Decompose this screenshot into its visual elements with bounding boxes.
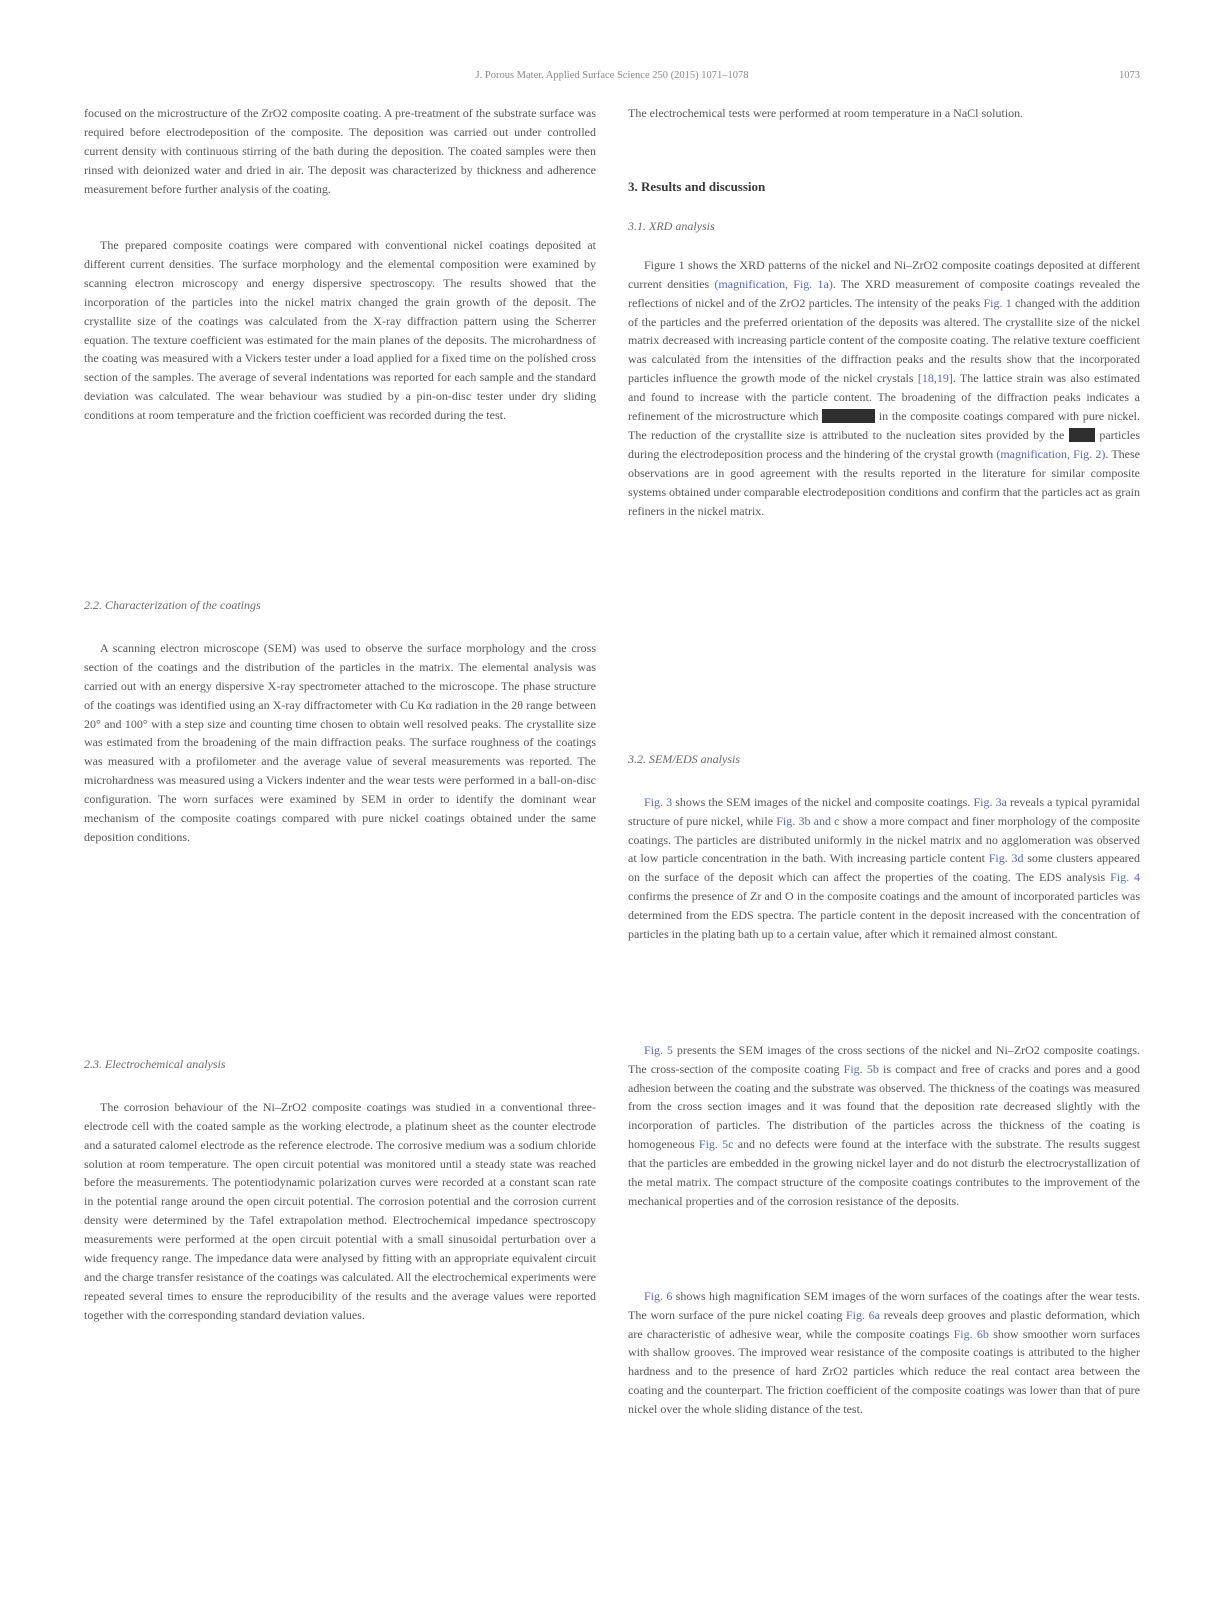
highlighted-text: ZrO2 — [1068, 427, 1095, 442]
section-heading: 3. Results and discussion — [628, 179, 766, 194]
figure-link[interactable]: Fig. 3 — [644, 794, 673, 809]
text-run: changed with the addition of the particles and the preferred orientation of the deposits was altered. The crystallite size of the nickel matrix decreased with increasing particle content of the composite coating. The relative texture coefficient was calculated from the intensities of the diffraction peaks and the results show that the incorporated particles influence the growth mode of the nickel crystals — [628, 295, 1140, 386]
text-run: shows high magnification SEM images of the worn surfaces of the coatings after the wear tests. The worn surface of the pure nickel coating — [628, 1288, 1140, 1322]
figure-link[interactable]: (magnification, Fig. 1a) — [714, 276, 833, 291]
page-number: 1073 — [1119, 70, 1140, 81]
figure-link[interactable]: Fig. 5b — [843, 1061, 879, 1076]
text-run: presents the SEM images of the cross sections of the nickel and Ni–ZrO2 composite coatings. The cross-section of the composite coating — [628, 1042, 1140, 1076]
text-run: Figure 1 shows the XRD patterns of the nickel and Ni–ZrO2 composite coatings deposited at different current densities — [628, 257, 1140, 291]
text-run: . The XRD measurement of composite coatings revealed the reflections of nickel and of the ZrO2 particles. The intensity of the peaks — [628, 276, 1140, 310]
paragraph: The electrochemical tests were performed at room temperature in a NaCl solution. — [628, 106, 1024, 120]
text-run: particles during the electrodeposition process and the hindering of the crystal growth — [628, 427, 1140, 461]
text-run: confirms the presence of Zr and O in the composite coatings and the amount of incorporated particles was determined from the EDS spectra. The particle content in the deposit increased with the concentration of particles in the plating bath up to a certain value, after which it remained almost constant. — [628, 889, 1140, 942]
reference-link[interactable]: [18,19] — [917, 371, 953, 386]
paragraph: The corrosion behaviour of the Ni–ZrO2 composite coatings was studied in a conventional three-electrode cell with the coated sample as the working electrode, a platinum sheet as the counter electrode and a saturated calomel electrode as the reference electrode. The corrosive medium was a sodium chloride solution at room temperature. The open circuit potential was monitored until a steady state was reached before the measurements. The potentiodynamic polarization curves were recorded at a constant scan rate in the potential range around the open circuit potential. The corrosion potential and the corrosion current density were determined by the Tafel extrapolation method. Electrochemical impedance spectroscopy measurements were performed at the open circuit potential with a small sinusoidal perturbation over a wide frequency range. The impedance data were analysed by fitting with an appropriate equivalent circuit and the charge transfer resistance of the coatings was calculated. All the electrochemical experiments were repeated several times to ensure the reproducibility of the results and the average values were reported together with the corresponding standard deviation values. — [84, 1099, 596, 1322]
figure-link[interactable]: (magnification, Fig. 2) — [996, 446, 1106, 461]
text-run: . The lattice strain was also estimated and found to increase with the particle content. The broadening of the diffraction peaks indicates a refinement of the microstructure which — [628, 371, 1140, 424]
text-run: show a more compact and finer morphology of the composite coatings. The particles are distributed uniformly in the nickel matrix and no agglomeration was observed at low particle concentration in the bath. With increasing particle content — [628, 813, 1140, 866]
paragraph: The prepared composite coatings were compared with conventional nickel coatings deposited at different current densities. The surface morphology and the elemental composition were examined by scanning electron microscopy and energy dispersive spectroscopy. The results showed that the incorporation of the particles into the nickel matrix changed the grain growth of the deposit. The crystallite size of the coatings was calculated from the X-ray diffraction pattern using the Scherrer equation. The texture coefficient was estimated for the main planes of the deposits. The microhardness of the coating was measured with a Vickers tester under a load applied for a fixed time on the polished cross section of the samples. The average of several indentations was reported for each sample and the standard deviation was calculated. The wear behaviour was studied by a pin-on-disc tester under dry sliding conditions at room temperature and the friction coefficient was recorded during the test. — [84, 238, 596, 423]
text-run: . These observations are in good agreement with the results reported in the literature for similar composite systems obtained under comparable electrodeposition conditions and confirm that the particles act as grain refiners in the nickel matrix. — [628, 446, 1140, 518]
figure-link[interactable]: Fig. 5c — [698, 1137, 734, 1152]
paragraph — [628, 1287, 1140, 1492]
text-run: some clusters appeared on the surface of the deposit which can affect the properties of the coating. The EDS analysis — [628, 851, 1140, 885]
figure-link[interactable]: Fig. 4 — [1110, 870, 1140, 885]
running-head — [84, 70, 1140, 86]
figure-link[interactable]: Fig. 6a — [846, 1307, 881, 1322]
text-run: shows the SEM images of the nickel and composite coatings. — [672, 794, 974, 809]
figure-link[interactable]: Fig. 6b — [953, 1326, 989, 1341]
text-run: reveals deep grooves and plastic deformation, which are characteristic of adhesive wear, while the composite coatings — [628, 1307, 1140, 1341]
subsection-heading: 2.3. Electrochemical analysis — [84, 1056, 226, 1071]
figure-link[interactable]: Fig. 5 — [644, 1042, 673, 1057]
journal-citation: J. Porous Mater. Applied Surface Science 250 (2015) 1071–1078 — [475, 70, 749, 81]
text-run: reveals a typical pyramidal structure of pure nickel, while — [628, 794, 1140, 828]
paragraph: focused on the microstructure of the ZrO2 composite coating. A pre-treatment of the substrate surface was required before electrodeposition of the composite. The deposition was carried out under controlled current density with continuous stirring of the bath during the deposition. The coated samples were then rinsed with deionized water and dried in air. The deposit was characterized by thickness and adherence measurement before further analysis of the coating. — [84, 106, 596, 196]
left-column — [84, 104, 596, 1478]
figure-link[interactable]: Fig. 6 — [644, 1288, 673, 1303]
paragraph — [628, 793, 1140, 1041]
figure-link[interactable]: Fig. 3a — [973, 794, 1007, 809]
text-run: and no defects were found at the interface with the substrate. The results suggest that the particles are embedded in the growing nickel layer and do not disturb the electrocrystallization of the metal matrix. The compact structure of the composite coatings contributes to the improvement of the mechanical properties and of the corrosion resistance of the deposits. — [628, 1137, 1140, 1208]
highlighted-text: is obtained — [822, 409, 876, 424]
figure-link[interactable]: Fig. 3d — [988, 851, 1024, 866]
text-run: show smoother worn surfaces with shallow grooves. The improved wear resistance of the composite coatings is attributed to the higher hardness and to the presence of hard ZrO2 particles which reduce the real contact area between the coating and the counterpart. The friction coefficient of the composite coatings was lower than that of pure nickel over the whole sliding distance of the test. — [628, 1326, 1140, 1417]
figure-link[interactable]: Fig. 1 — [983, 295, 1012, 310]
subsection-heading: 3.2. SEM/EDS analysis — [628, 751, 740, 766]
paragraph — [628, 1041, 1140, 1287]
paragraph: A scanning electron microscope (SEM) was used to observe the surface morphology and the cross section of the coatings and the distribution of the particles in the matrix. The elemental analysis was carried out with an energy dispersive X-ray spectrometer attached to the microscope. The phase structure of the coatings was identified using an X-ray diffractometer with Cu Kα radiation in the 2θ range between 20° and 100° with a step size and counting time chosen to obtain well resolved peaks. The crystallite size was estimated from the broadening of the main diffraction peaks. The surface roughness of the coatings was measured with a profilometer and the average value of several measurements was reported. The microhardness was measured using a Vickers indenter and the wear tests were performed in a ball-on-disc configuration. The worn surfaces were examined by SEM in order to identify the dominant wear mechanism of the composite coatings compared with pure nickel coatings obtained under the same deposition conditions. — [84, 640, 596, 844]
subsection-heading: 3.1. XRD analysis — [628, 218, 715, 233]
text-run: in the composite coatings compared with pure nickel. The reduction of the crystallite size is attributed to the nucleation sites provided by the — [628, 409, 1140, 442]
figure-link[interactable]: Fig. 3b and c — [776, 813, 840, 828]
right-column — [628, 104, 1140, 1492]
text-run: is compact and free of cracks and pores and a good adhesion between the coating and the substrate was observed. The thickness of the coatings was measured from the cross section images and it was found that the deposition rate decreased slightly with the incorporation of particles. The distribution of the particles across the thickness of the coating is homogeneous — [628, 1061, 1140, 1152]
subsection-heading: 2.2. Characterization of the coatings — [84, 598, 261, 612]
paragraph — [628, 256, 1140, 710]
